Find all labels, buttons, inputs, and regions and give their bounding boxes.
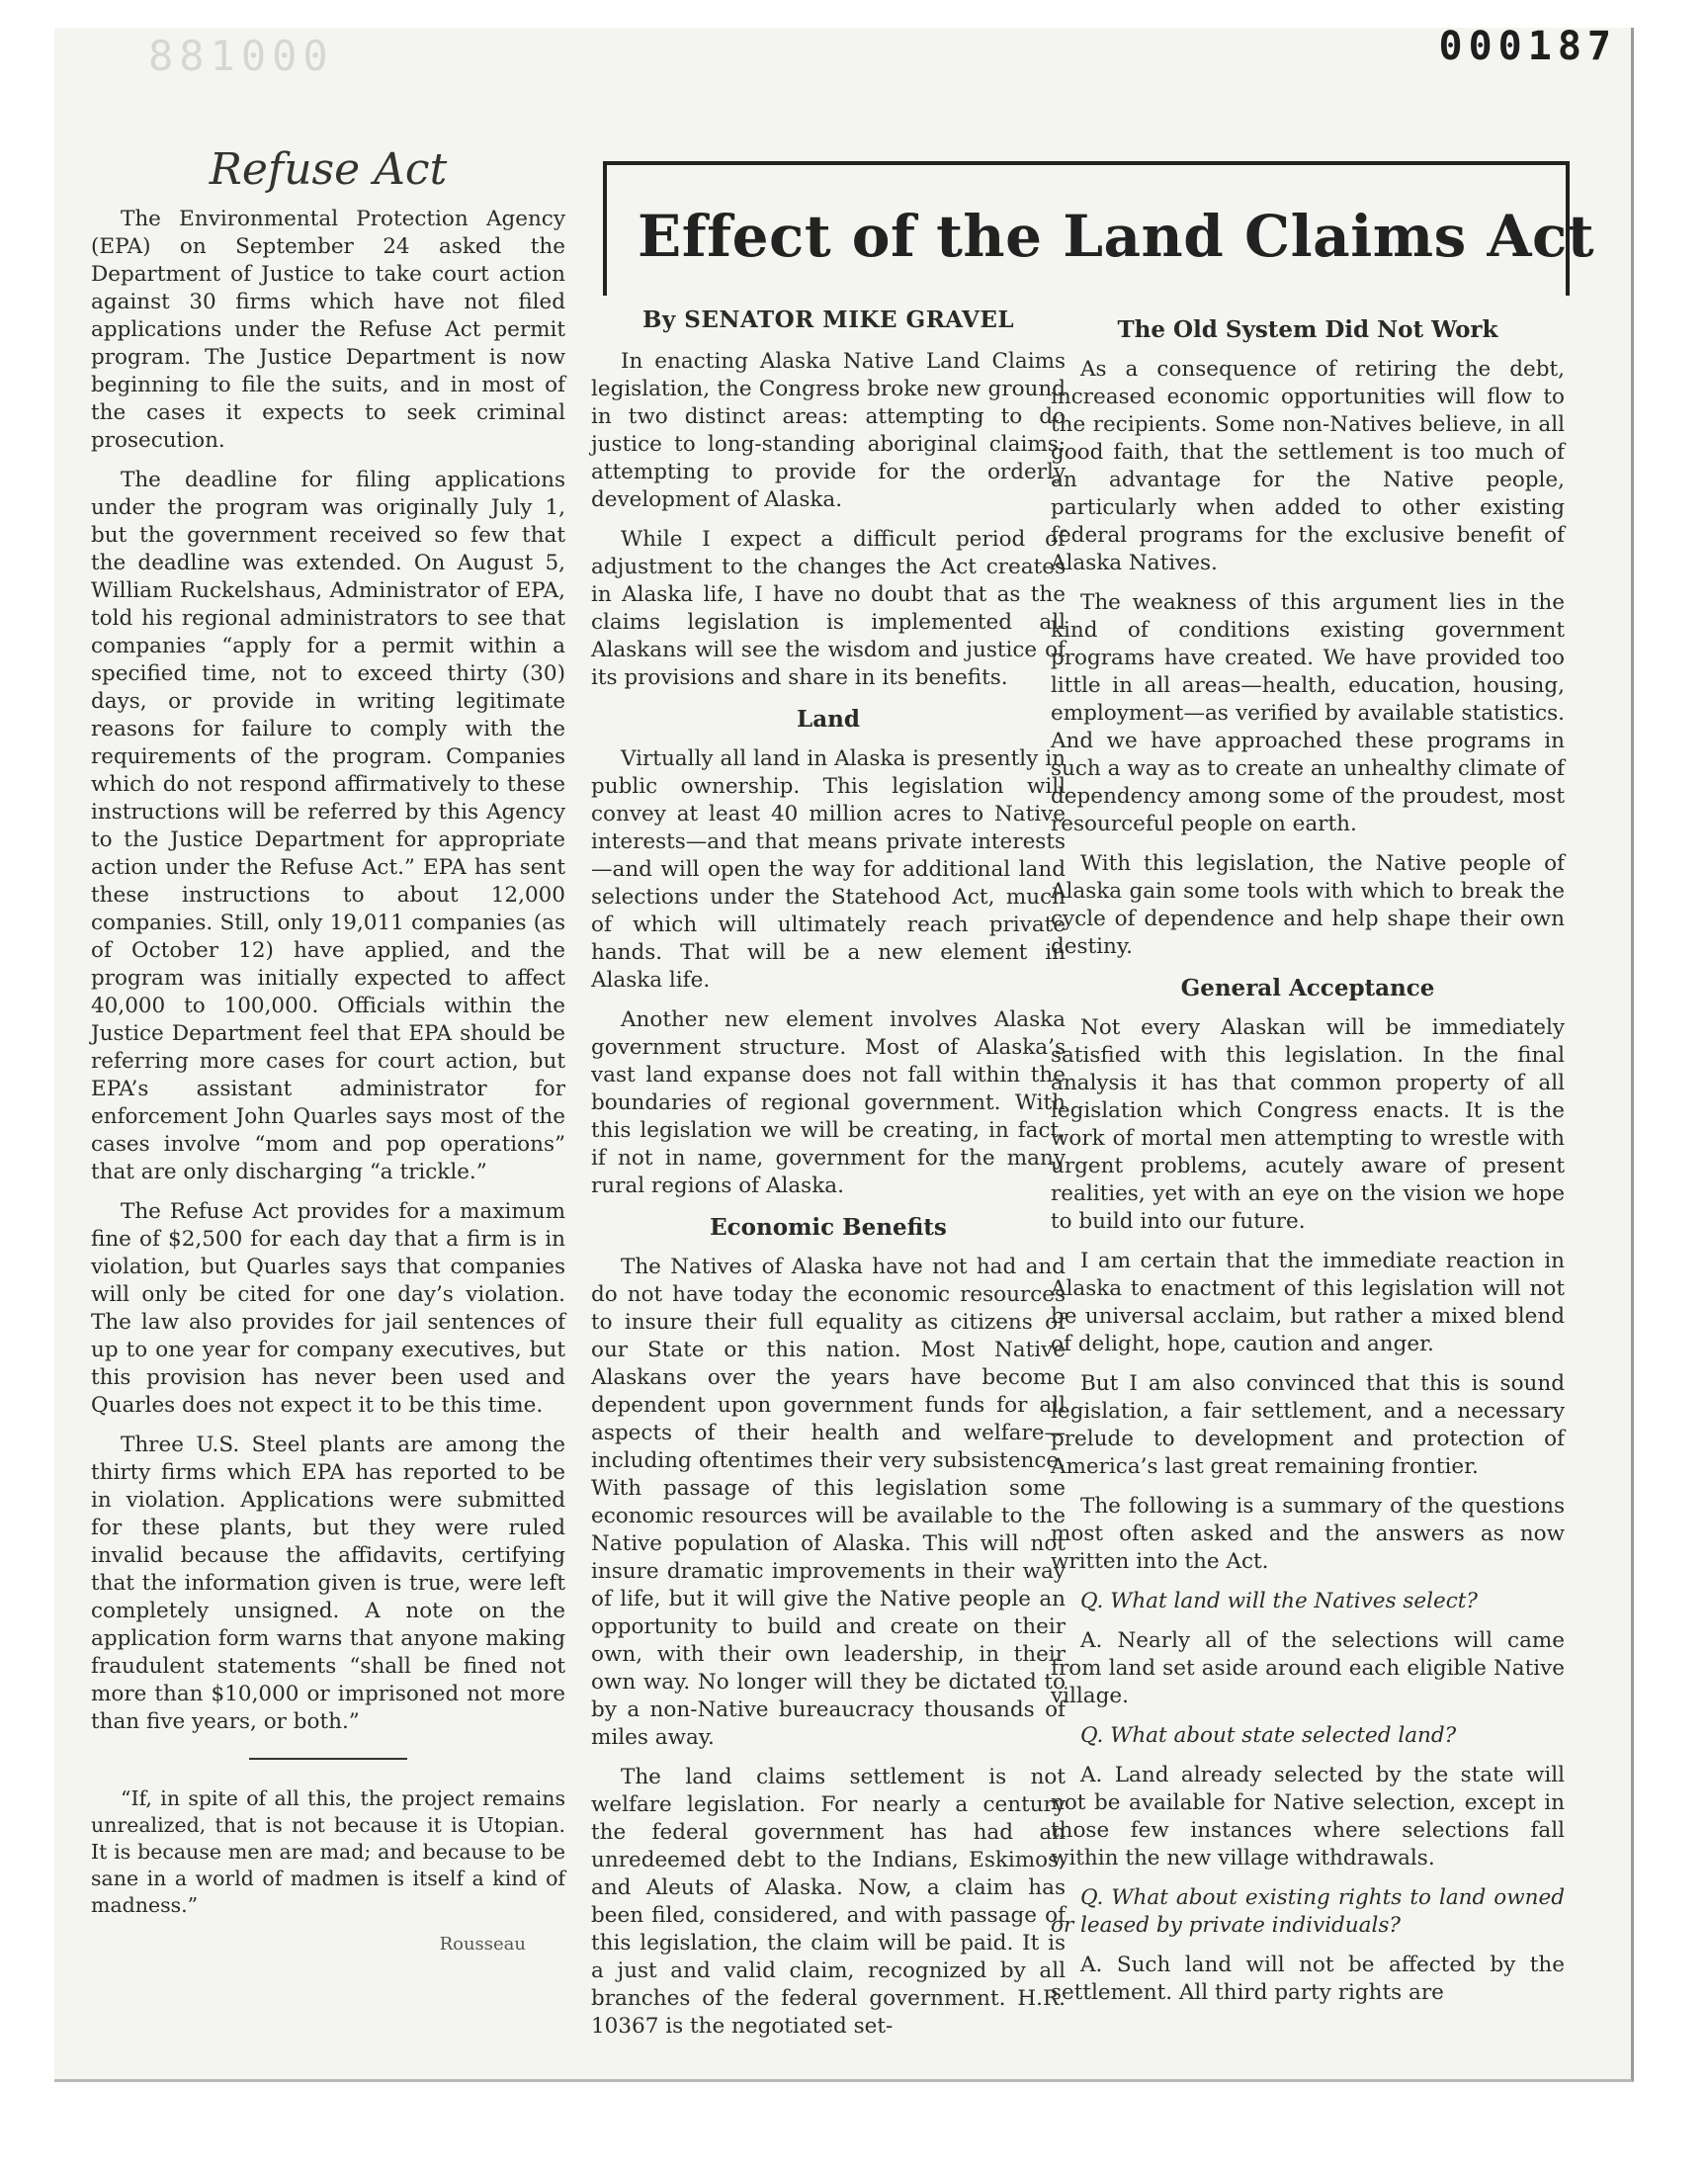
question: Q. What about state selected land? bbox=[1080, 1723, 1457, 1748]
paragraph: Another new element involves Alaska government structure. Most of Alaska’s vast land expanse does not fall within the boundaries of regional government. With this legislation we will be creating, in fact, if not in name, government for the many rural regions of Alaska. bbox=[591, 1007, 1066, 1198]
section-heading-economic-benefits: Economic Benefits bbox=[710, 1214, 947, 1241]
paragraph: The Natives of Alaska have not had and do not have today the economic resources to insure their full equality as citizens of our State or this nation. Most Native Alaskans over the years have become dependent upon government funds for all aspects of their health and welfare—including oftentimes their very subsistence. With passage of this legislation some economic resources will be available to the Native population of Alaska. This will not insure dramatic improvements in their way of life, but it will give the Native people an opportunity to build and create on their own, with their own leadership, in their own way. No longer will they be dictated to by a non-Native bureaucracy thousands of miles away. bbox=[591, 1255, 1066, 1750]
paragraph: The Environmental Protection Agency (EPA) on September 24 asked the Department of Justice to take court action against 30 firms which have not filed applications under the Refuse Act permit program. The Justice Department is now beginning to file the suits, and in most of the cases it expects to seek criminal prosecution. bbox=[91, 207, 565, 453]
paragraph: In enacting Alaska Native Land Claims legislation, the Congress broke new ground in two distinct areas: attempting to do justice to long-standing aboriginal claims; attempting to provide for the orderly development of Alaska. bbox=[591, 349, 1066, 512]
section-heading-land: Land bbox=[797, 706, 860, 733]
byline: By SENATOR MIKE GRAVEL bbox=[641, 306, 1015, 333]
page-number-stamp: 000187 bbox=[1438, 24, 1617, 69]
paragraph: The land claims settlement is not welfare legislation. For nearly a century the federal government has had an unredeemed debt to the Indians, Eskimos, and Aleuts of Alaska. Now, a claim has been filed, considered, and with passage of this legislation, the claim will be paid. It is a just and valid claim, recognized by all branches of the federal government. H.R. 10367 is the negotiated set- bbox=[591, 1765, 1066, 2039]
section-heading-general-acceptance: General Acceptance bbox=[1180, 975, 1435, 1001]
answer: A. Nearly all of the selections will came from land set aside around each eligible Native village. bbox=[1051, 1628, 1565, 1708]
paragraph: The weakness of this argument lies in the kind of conditions existing government programs have created. We have provided too little in all areas—health, education, housing, employment—as verified by available statistics. And we have approached these programs in such a way as to create an unhealthy climate of dependency among some of the proudest, most resourceful people on earth. bbox=[1051, 590, 1565, 836]
answer: A. Such land will not be affected by the settlement. All third party rights are bbox=[1051, 1953, 1565, 2005]
paragraph: Virtually all land in Alaska is presently in public ownership. This legislation will convey at least 40 million acres to Native interests—and that means private interests—and will open the way for additional land selections under the Statehood Act, much of which will ultimately reach private hands. That will be a new element in Alaska life. bbox=[591, 746, 1066, 993]
question: Q. What about existing rights to land owned or leased by private individuals? bbox=[1051, 1885, 1565, 1938]
quote-attribution: Rousseau bbox=[439, 1934, 526, 1955]
divider bbox=[249, 1758, 407, 1760]
refuse-act-column bbox=[91, 138, 565, 1958]
paragraph: The Refuse Act provides for a maximum fine of $2,500 for each day that a firm is in violation, but Quarles says that companies will only be cited for one day’s violation. The law also provides for jail sentences of up to one year for company executives, but this provision has never been used and Quarles does not expect it to be this time. bbox=[91, 1199, 565, 1418]
article-headline: Effect of the Land Claims Act bbox=[638, 203, 1595, 270]
paragraph: Not every Alaskan will be immediately satisfied with this legislation. In the final analysis it has that common property of all legislation which Congress enacts. It is the work of mortal men attempting to wrestle with urgent problems, acutely aware of present realities, yet with an eye on the vision we hope to build into our future. bbox=[1051, 1015, 1565, 1234]
article-column-right bbox=[1051, 316, 1565, 2019]
paragraph: As a consequence of retiring the debt, increased economic opportunities will flow to the recipients. Some non-Natives believe, in all good faith, that the settlement is too much of an advantage for the Native people, particularly when added to other existing federal programs for the exclusive benefit of Alaska Natives. bbox=[1051, 357, 1565, 575]
ghost-page-number: 881000 bbox=[148, 32, 334, 80]
article-column-left bbox=[591, 306, 1066, 2052]
paragraph: The deadline for filing applications under the program was originally July 1, but the government received so few that the deadline was extended. On August 5, William Ruckelshaus, Administrator of EPA, told his regional administrators to see that companies “apply for a permit within a specified time, not to exceed thirty (30) days, or provide in writing legitimate reasons for failure to comply with the requirements of the program. Companies which do not respond affirmatively to these instructions will be referred by this Agency to the Justice Department for appropriate action under the Refuse Act.” EPA has sent these instructions to about 12,000 companies. Still, only 19,011 companies (as of October 12) have applied, and the program was initially expected to affect 40,000 to 100,000. Officials within the Justice Department feel that EPA should be referring more cases for court action, but EPA’s assistant administrator for enforcement John Quarles says most of the cases involve “mom and pop operations” that are only discharging “a trickle.” bbox=[91, 468, 565, 1184]
rousseau-quote: “If, in spite of all this, the project remains unrealized, that is not because it is Utopian. It is because men are mad; and because to be sane in a world of madmen is itself a kind of madness.” bbox=[91, 1786, 565, 1917]
answer: A. Land already selected by the state will not be available for Native selection, except in those few instances where selections fall within the new village withdrawals. bbox=[1051, 1763, 1565, 1870]
question: Q. What land will the Natives select? bbox=[1080, 1589, 1478, 1613]
section-heading-old-system: The Old System Did Not Work bbox=[1117, 316, 1498, 343]
paragraph: The following is a summary of the questions most often asked and the answers as now written into the Act. bbox=[1051, 1494, 1565, 1574]
paragraph: With this legislation, the Native people of Alaska gain some tools with which to break the cycle of dependence and help shape their own destiny. bbox=[1051, 851, 1565, 959]
paragraph: While I expect a difficult period of adjustment to the changes the Act creates in Alaska life, I have no doubt that as the claims legislation is implemented all Alaskans will see the wisdom and justice of its provisions and share in its benefits. bbox=[591, 527, 1066, 690]
paragraph: But I am also convinced that this is sound legislation, a fair settlement, and a necessary prelude to development and protection of America’s last great remaining frontier. bbox=[1051, 1371, 1565, 1479]
paragraph: Three U.S. Steel plants are among the thirty firms which EPA has reported to be in violation. Applications were submitted for these plants, but they were ruled invalid because the affidavits, certifying that the information given is true, were left completely unsigned. A note on the application form warns that anyone making fraudulent statements “shall be fined not more than $10,000 or imprisoned not more than five years, or both.” bbox=[91, 1433, 565, 1734]
paragraph: I am certain that the immediate reaction in Alaska to enactment of this legislation will not be universal acclaim, but rather a mixed blend of delight, hope, caution and anger. bbox=[1051, 1249, 1565, 1356]
refuse-act-title: Refuse Act bbox=[209, 144, 448, 195]
